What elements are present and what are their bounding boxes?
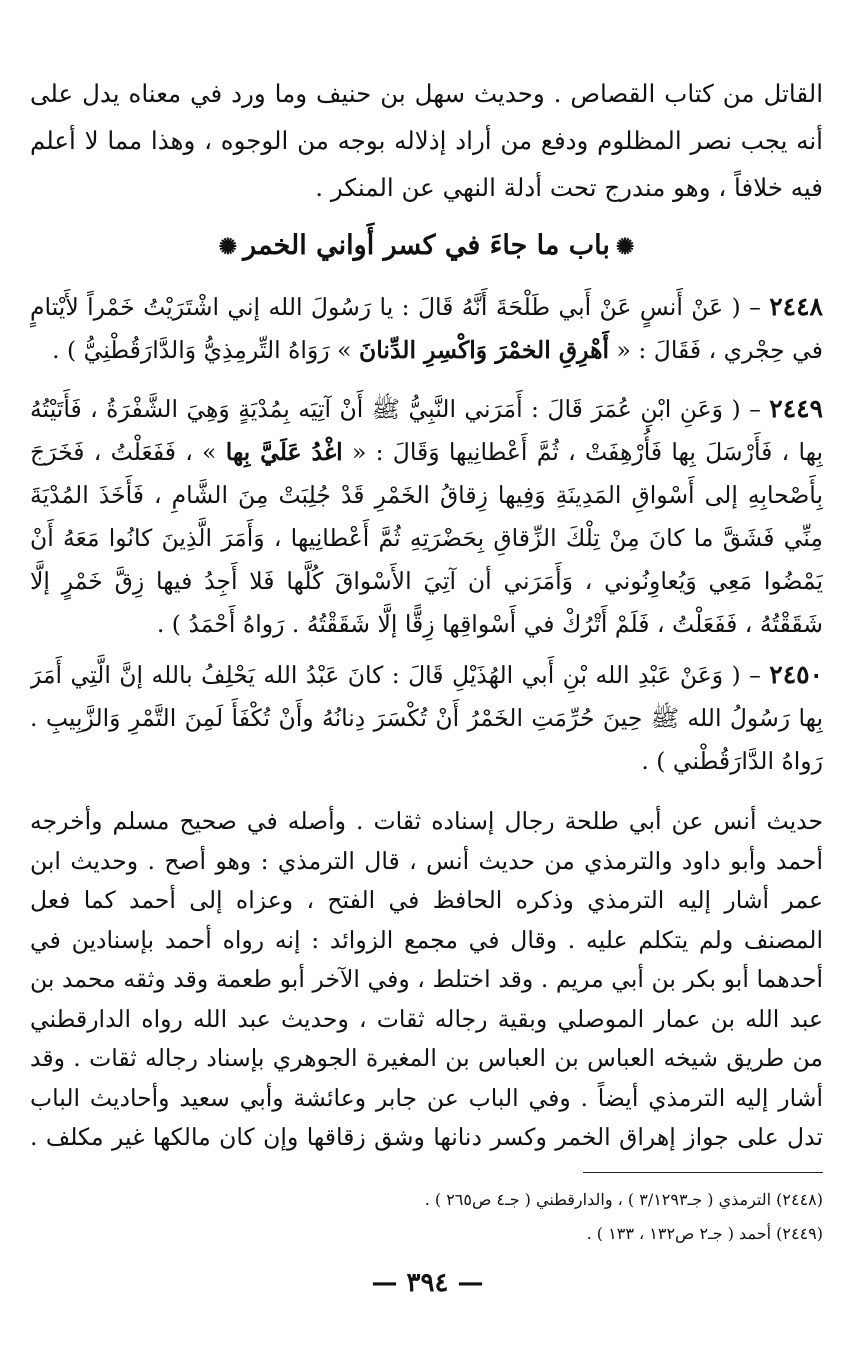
chapter-title: باب ما جاءَ في كسر أَواني الخمر xyxy=(243,230,610,261)
page-number: — ٣٩٤ — xyxy=(371,1268,484,1298)
footnote-divider xyxy=(583,1172,823,1173)
prophetic-quote: أَهْرِقِ الخمْرَ وَاكْسِرِ الدِّنانَ xyxy=(358,336,610,364)
hadith-2450 xyxy=(30,653,823,782)
star-ornament-icon: ✺ xyxy=(615,234,635,260)
hadith-text: » ، فَفَعَلْتُ ، فَخَرَجَ بِأَصْحابِهِ إلى أَسْواقِ المَدِينَةِ وَفِيها زِقاقُ الخَمْرِ قَدْ جُلِبَتْ مِنَ الشَّامِ ، فَأَخَذَ المُدْيَةَ مِنِّي فَشَقَّ ما كانَ مِنْ تِلْكَ الزِّقاقِ بِحَضْرَتِهِ ثُمَّ أَعْطانِيها ، وَأَمَرَ الَّذِينَ كانُوا مَعَهُ أَنْ يَمْضُوا مَعِي وَيُعاوِنُوني ، وَأَمَرَني أن آتِيَ الأَسْواقَ كُلَّها فَلا أَجِدُ فيها زِقَّ خَمْرٍ إلَّا شَقَقْتُهُ ، فَفَعَلْتُ ، فَلَمْ أَتْرُكْ في أَسْواقِها زِقًّا إلَّا شَقَقْتُهُ . رَواهُ أَحْمَدُ ) . xyxy=(30,438,823,638)
chapter-heading xyxy=(30,215,823,277)
hadith-2449 xyxy=(30,387,823,645)
hadith-text: » رَوَاهُ التِّرمِذِيُّ وَالدَّارَقُطْنِيُّ ) . xyxy=(52,336,352,364)
hadith-dash: – xyxy=(749,395,761,423)
hadith-2448 xyxy=(30,285,823,371)
hadith-text: ( وَعَنِ ابْنِ عُمَرَ قَالَ : أَمَرَني النَّبِيُّ ﷺ أَنْ آتِيَه بِمُدْيَةٍ وَهِيَ الشَّفْرَةُ ، فَأَتَيْتُهُ بِها ، فَأَرْسَلَ بِها فَأُرْهِفَتْ ، ثُمَّ أَعْطانِيها وَقَالَ : « xyxy=(30,395,823,466)
hadith-number: ٢٤٤٩ xyxy=(769,394,823,423)
hadith-dash: – xyxy=(749,293,761,321)
hadith-text: ( عَنْ أَنسٍ عَنْ أَبي طَلْحَةَ أَنَّهُ قَالَ : يا رَسُولَ الله إني اشْتَرَيْتُ خَمْراً لأَيْتامٍ في حِجْري ، فَقَالَ : « xyxy=(30,293,823,364)
commentary-paragraph: حديث أنس عن أبي طلحة رجال إسناده ثقات . وأصله في صحيح مسلم وأخرجه أحمد وأبو داود والترمذي من حديث أنس ، قال الترمذي : وهو أصح . وحديث ابن عمر أشار إليه الترمذي وذكره الحافظ في الفتح ، وعزاه إلى أحمد كما فعل المصنف ولم يتكلم عليه . وقال في مجمع الزوائد : إنه رواه أحمد بإسنادين في أحدهما أبو بكر بن أبي مريم . وقد اختلط ، وفي الآخر أبو طعمة وقد وثقه محمد بن عبد الله بن عمار الموصلي وبقية رجاله ثقات ، وحديث عبد الله رواه الدارقطني من طريق شيخه العباس بن العباس بن المغيرة الجوهري بإسناد رجاله ثقات . وقد أشار إليه الترمذي أيضاً . وفي الباب عن جابر وعائشة وأبي سعيد وأحاديث الباب تدل على جواز إهراق الخمر وكسر دنانها وشق زقاقها وإن كان مالكها غير مكلف . xyxy=(30,807,823,1151)
prophetic-quote: اغْدُ عَلَيَّ بِها xyxy=(225,438,343,466)
hadith-number: ٢٤٤٨ xyxy=(769,292,823,321)
hadith-number: ٢٤٥٠ xyxy=(769,660,823,689)
hadith-text: ( وَعَنْ عَبْدِ الله بْنِ أَبي الهُذَيْلِ قَالَ : كانَ عَبْدُ الله يَحْلِفُ بالله إنَّ الَّتِي أَمَرَ بِها رَسُولُ الله ﷺ حِينَ حُرِّمَتِ الخَمْرُ أَنْ تُكْسَرَ دِنانُهُ وأَنْ تُكْفَأَ لَمِنَ التَّمْرِ وَالزَّبِيبِ . رَواهُ الدَّارَقُطْني ) . xyxy=(30,661,823,775)
hadith-dash: – xyxy=(749,661,761,689)
star-ornament-icon: ✺ xyxy=(218,234,238,260)
footnote-2448: (٢٤٤٨) الترمذي ( جـ٣/١٢٩٣ ) ، والدارقطني ( جـ٤ ص٢٦٥ ) . xyxy=(424,1190,823,1209)
footnote-2449: (٢٤٤٩) أحمد ( جـ٢ ص١٣٢ ، ١٣٣ ) . xyxy=(586,1224,823,1243)
intro-paragraph: القاتل من كتاب القصاص . وحديث سهل بن حنيف وما ورد في معناه يدل على أنه يجب نصر المظلوم ودفع من أراد إذلاله بوجه من الوجوه ، وهذا مما لا أعلم فيه خلافاً ، وهو مندرج تحت أدلة النهي عن المنكر . xyxy=(30,79,823,202)
footnotes xyxy=(30,1183,823,1251)
